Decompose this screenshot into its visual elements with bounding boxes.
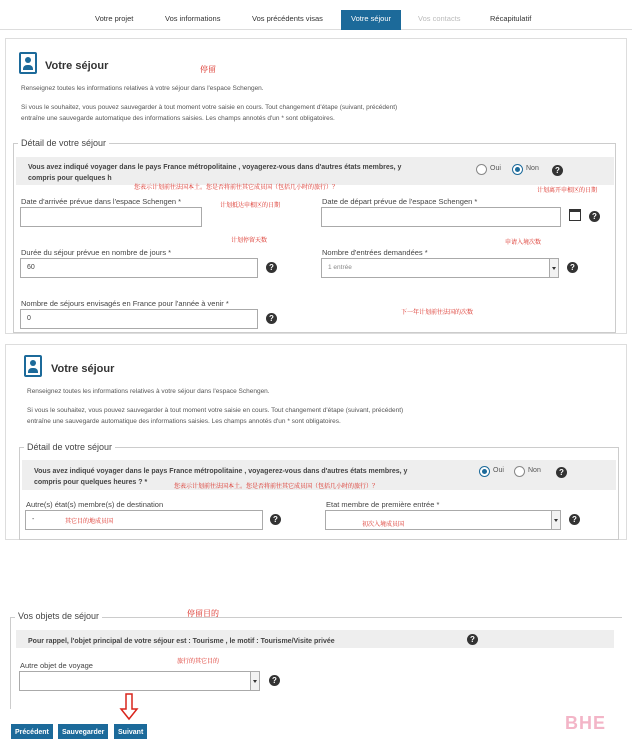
question-line2: compris pour quelques h <box>28 175 112 182</box>
reminder-text: Pour rappel, l'objet principal de votre séjour est : Tourisme , le motif : Tourisme/Visite privée <box>28 638 335 645</box>
help-icon[interactable]: ? <box>266 313 277 324</box>
tab-votre-projet[interactable]: Votre projet <box>95 14 134 23</box>
annotation-question: 您表示计划前往法国本土。您是否将前往其它成员国（包括几小时的旅行）？ <box>134 185 339 191</box>
help-icon[interactable]: ? <box>269 675 280 686</box>
arrow-down-icon <box>119 693 139 721</box>
help-icon[interactable]: ? <box>556 467 567 478</box>
departure-date-input[interactable] <box>321 207 561 227</box>
save-info-line2: entraîne une sauvegarde automatique des informations saisies. Les champs annotés d'un * sont obligatoires. <box>21 115 335 122</box>
chevron-down-icon <box>549 259 558 277</box>
bhe-watermark: BHE <box>565 713 607 733</box>
radio-non-label-2: Non <box>528 467 541 474</box>
arrival-date-input[interactable] <box>20 207 202 227</box>
step-tabs <box>0 10 632 30</box>
duration-input[interactable]: 60 <box>20 258 258 278</box>
annotation-stays: 下一年计划前往法国的次数 <box>401 310 474 316</box>
save-button[interactable]: Sauvegarder <box>57 723 109 740</box>
first-entry-select[interactable] <box>325 510 561 530</box>
objets-legend: Vos objets de séjour <box>15 611 102 621</box>
entries-label: Nombre d'entrées demandées * <box>322 248 428 257</box>
tab-votre-sejour[interactable]: Votre séjour <box>341 10 401 30</box>
intro-text: Renseignez toutes les informations relatives à votre séjour dans l'espace Schengen. <box>21 85 264 92</box>
other-purpose-select[interactable] <box>19 671 260 691</box>
detail-legend-2: Détail de votre séjour <box>24 442 115 452</box>
help-icon[interactable]: ? <box>552 165 563 176</box>
other-purpose-label: Autre objet de voyage <box>20 661 93 670</box>
departure-label: Date de départ prévue de l'espace Schengen * <box>322 197 478 206</box>
chevron-down-icon <box>551 511 560 529</box>
save-info-line1: Si vous le souhaitez, vous pouvez sauvegarder à tout moment votre saisie en cours. Tout changement d'étape (suivant, précédent) <box>21 104 398 111</box>
annotation-question-2: 您表示计划前往法国本土。您是否将前往其它成员国（包括几小时的旅行）？ <box>174 484 379 490</box>
radio-oui-2[interactable] <box>479 466 490 477</box>
radio-oui-label-2: Oui <box>493 467 504 474</box>
radio-non[interactable] <box>512 164 523 175</box>
help-icon[interactable]: ? <box>569 514 580 525</box>
person-card-icon <box>24 355 42 377</box>
annotation-title: 停留 <box>200 65 216 74</box>
radio-oui[interactable] <box>476 164 487 175</box>
tab-vos-precedents-visas[interactable]: Vos précédents visas <box>252 14 323 23</box>
previous-button[interactable]: Précédent <box>10 723 54 740</box>
annotation-first-entry: 初次入境成员国 <box>362 522 405 528</box>
annotation-arrival: 计划抵达申根区的日期 <box>220 203 281 209</box>
arrival-label: Date d'arrivée prévue dans l'espace Schengen * <box>21 197 182 206</box>
first-entry-label: Etat membre de première entrée * <box>326 500 440 509</box>
person-card-icon <box>19 52 37 74</box>
help-icon[interactable]: ? <box>567 262 578 273</box>
save-info-line2-2: entraîne une sauvegarde automatique des informations saisies. Les champs annotés d'un * sont obligatoires. <box>27 418 341 425</box>
stays-label: Nombre de séjours envisagés en France pour l'année à venir * <box>21 299 229 308</box>
calendar-icon[interactable] <box>569 209 581 221</box>
tab-vos-contacts: Vos contacts <box>418 14 461 23</box>
other-states-label: Autre(s) état(s) membre(s) de destination <box>26 500 164 509</box>
help-icon[interactable]: ? <box>589 211 600 222</box>
next-button[interactable]: Suivant <box>113 723 148 740</box>
help-icon[interactable]: ? <box>266 262 277 273</box>
annotation-entries: 申请入境次数 <box>505 240 542 246</box>
save-info-line1-2: Si vous le souhaitez, vous pouvez sauvegarder à tout moment votre saisie en cours. Tout changement d'étape (suivant, précédent) <box>27 407 404 414</box>
radio-oui-label: Oui <box>490 165 501 172</box>
chevron-down-icon <box>250 672 259 690</box>
annotation-duration: 计划停留天数 <box>231 238 268 244</box>
annotation-other-states: 其它目的地成员国 <box>65 519 114 525</box>
tab-vos-informations[interactable]: Vos informations <box>165 14 221 23</box>
tab-recapitulatif[interactable]: Récapitulatif <box>490 14 532 23</box>
page-title: Votre séjour <box>45 60 109 72</box>
radio-non-2[interactable] <box>514 466 525 477</box>
question-line1: Vous avez indiqué voyager dans le pays France métropolitaine , voyagerez-vous dans d'autres états membres, y <box>28 164 402 171</box>
detail-legend: Détail de votre séjour <box>18 138 109 148</box>
annotation-departure: 计划离开申根区的日期 <box>537 188 598 194</box>
duration-label: Durée du séjour prévue en nombre de jours * <box>21 248 172 257</box>
help-icon[interactable]: ? <box>467 634 478 645</box>
intro-text-2: Renseignez toutes les informations relatives à votre séjour dans l'espace Schengen. <box>27 388 270 395</box>
entries-select[interactable] <box>321 258 559 278</box>
stays-input[interactable]: 0 <box>20 309 258 329</box>
question-line2-2: compris pour quelques heures ? * <box>34 479 148 486</box>
page-title-2: Votre séjour <box>51 363 115 375</box>
annotation-objets: 停留目的 <box>187 609 219 618</box>
help-icon[interactable]: ? <box>270 514 281 525</box>
entries-select-value: 1 entrée <box>328 264 352 271</box>
other-states-input[interactable]: - <box>25 510 263 530</box>
radio-non-label: Non <box>526 165 539 172</box>
annotation-other-purpose: 旅行的其它目的 <box>177 659 220 665</box>
question-line1-2: Vous avez indiqué voyager dans le pays France métropolitaine , voyagerez-vous dans d'autres états membres, y <box>34 468 408 475</box>
